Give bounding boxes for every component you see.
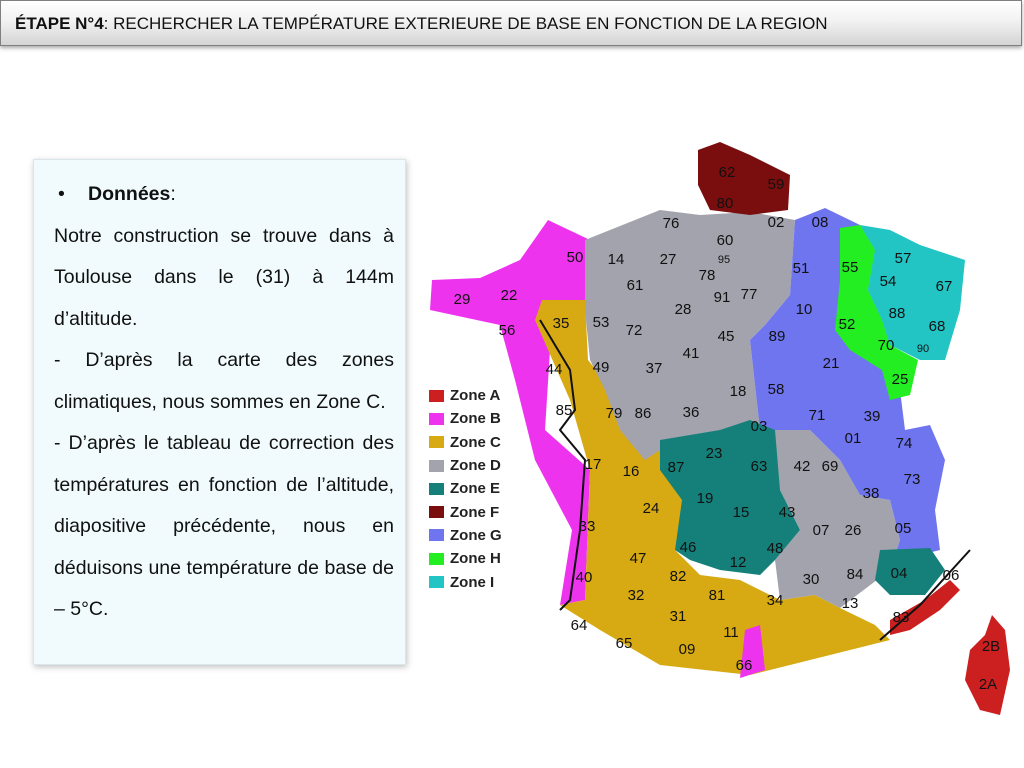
data-text-box bbox=[33, 159, 406, 665]
department-label: 89 bbox=[768, 328, 786, 345]
department-label: 35 bbox=[552, 315, 570, 332]
department-label: 03 bbox=[750, 418, 768, 435]
slide-title bbox=[15, 14, 828, 34]
department-label: 68 bbox=[928, 318, 946, 335]
department-label: 33 bbox=[578, 518, 596, 535]
department-label: 91 bbox=[713, 289, 731, 306]
legend-item bbox=[429, 547, 502, 570]
department-label: 86 bbox=[634, 405, 652, 422]
department-label: 71 bbox=[808, 407, 826, 424]
department-label: 84 bbox=[846, 566, 864, 583]
department-label: 63 bbox=[750, 458, 768, 475]
department-label: 57 bbox=[894, 250, 912, 267]
legend-swatch bbox=[429, 390, 444, 402]
department-label: 31 bbox=[669, 608, 687, 625]
legend-item bbox=[429, 431, 502, 454]
data-heading: Données bbox=[88, 183, 171, 205]
department-label: 65 bbox=[615, 635, 633, 652]
slide-title-step: ÉTAPE N°4 bbox=[15, 14, 104, 33]
department-label: 42 bbox=[793, 458, 811, 475]
france-climate-zone-map bbox=[420, 130, 1020, 730]
legend-label: Zone G bbox=[450, 526, 502, 544]
department-label: 67 bbox=[935, 278, 953, 295]
data-heading-suffix: : bbox=[170, 183, 176, 205]
legend-item bbox=[429, 454, 502, 477]
department-label: 95 bbox=[717, 254, 731, 266]
department-label: 13 bbox=[841, 595, 859, 612]
bullet-icon: • bbox=[58, 183, 65, 205]
department-label: 73 bbox=[903, 471, 921, 488]
data-heading-line bbox=[54, 174, 394, 216]
department-label: 83 bbox=[892, 609, 910, 626]
legend-item bbox=[429, 500, 502, 523]
department-label: 2B bbox=[981, 638, 1001, 655]
department-label: 40 bbox=[575, 569, 593, 586]
department-label: 08 bbox=[811, 214, 829, 231]
department-label: 32 bbox=[627, 587, 645, 604]
department-label: 53 bbox=[592, 314, 610, 331]
department-label: 48 bbox=[766, 540, 784, 557]
department-label: 79 bbox=[605, 405, 623, 422]
department-label: 29 bbox=[453, 291, 471, 308]
slide-title-text: RECHERCHER LA TEMPÉRATURE EXTERIEURE DE BASE EN FONCTION DE LA REGION bbox=[108, 14, 828, 33]
department-label: 81 bbox=[708, 587, 726, 604]
zone-legend bbox=[429, 384, 502, 594]
slide-title-bar bbox=[0, 0, 1022, 46]
paragraph-location: Notre construction se trouve dans à Toulouse dans le (31) à 144m d’altitude. bbox=[54, 224, 394, 330]
department-label: 16 bbox=[622, 463, 640, 480]
department-label: 36 bbox=[682, 404, 700, 421]
legend-label: Zone H bbox=[450, 550, 501, 568]
department-label: 46 bbox=[679, 539, 697, 556]
legend-swatch bbox=[429, 529, 444, 541]
department-label: 14 bbox=[607, 251, 625, 268]
legend-label: Zone F bbox=[450, 503, 500, 521]
department-label: 37 bbox=[645, 360, 663, 377]
department-label: 07 bbox=[812, 522, 830, 539]
department-label: 26 bbox=[844, 522, 862, 539]
department-label: 55 bbox=[841, 259, 859, 276]
department-label: 45 bbox=[717, 328, 735, 345]
legend-swatch bbox=[429, 436, 444, 448]
zone-a-corsica bbox=[965, 615, 1010, 715]
department-label: 74 bbox=[895, 435, 913, 452]
legend-item bbox=[429, 384, 502, 407]
department-label: 21 bbox=[822, 355, 840, 372]
legend-item bbox=[429, 570, 502, 593]
department-label: 76 bbox=[662, 215, 680, 232]
legend-label: Zone B bbox=[450, 410, 501, 428]
department-label: 69 bbox=[821, 458, 839, 475]
department-label: 54 bbox=[879, 273, 897, 290]
department-label: 09 bbox=[678, 641, 696, 658]
department-label: 05 bbox=[894, 520, 912, 537]
department-label: 82 bbox=[669, 568, 687, 585]
department-label: 02 bbox=[767, 214, 785, 231]
department-label: 17 bbox=[584, 456, 602, 473]
department-label: 77 bbox=[740, 286, 758, 303]
department-label: 41 bbox=[682, 345, 700, 362]
department-label: 11 bbox=[723, 624, 739, 641]
department-label: 43 bbox=[778, 504, 796, 521]
department-label: 64 bbox=[570, 617, 588, 634]
legend-swatch bbox=[429, 553, 444, 565]
department-label: 30 bbox=[802, 571, 820, 588]
department-label: 59 bbox=[767, 176, 785, 193]
department-label: 78 bbox=[698, 267, 716, 284]
department-label: 50 bbox=[566, 249, 584, 266]
department-label: 90 bbox=[916, 343, 930, 355]
department-label: 72 bbox=[625, 322, 643, 339]
department-label: 34 bbox=[766, 592, 784, 609]
department-label: 24 bbox=[642, 500, 660, 517]
paragraph-zone: - D’après la carte des zones climatiques, nous sommes en Zone C. bbox=[54, 349, 394, 413]
department-label: 01 bbox=[844, 430, 862, 447]
legend-item bbox=[429, 524, 502, 547]
department-label: 10 bbox=[795, 301, 813, 318]
department-label: 47 bbox=[629, 550, 647, 567]
department-label: 27 bbox=[659, 251, 677, 268]
france-map-svg bbox=[420, 130, 1020, 730]
department-label: 49 bbox=[592, 359, 610, 376]
legend-item bbox=[429, 407, 502, 430]
department-label: 58 bbox=[767, 381, 785, 398]
legend-swatch bbox=[429, 483, 444, 495]
department-label: 70 bbox=[877, 337, 895, 354]
legend-swatch bbox=[429, 506, 444, 518]
legend-swatch bbox=[429, 413, 444, 425]
department-label: 23 bbox=[705, 445, 723, 462]
legend-swatch bbox=[429, 576, 444, 588]
legend-label: Zone D bbox=[450, 457, 501, 475]
department-label: 61 bbox=[626, 277, 644, 294]
department-label: 04 bbox=[890, 565, 908, 582]
department-label: 60 bbox=[716, 232, 734, 249]
department-label: 06 bbox=[942, 567, 960, 584]
department-label: 88 bbox=[888, 305, 906, 322]
department-label: 44 bbox=[545, 361, 563, 378]
department-label: 28 bbox=[674, 301, 692, 318]
department-label: 62 bbox=[718, 164, 736, 181]
department-label: 25 bbox=[891, 371, 909, 388]
department-label: 2A bbox=[978, 676, 998, 693]
department-label: 18 bbox=[729, 383, 747, 400]
slide-title-separator: : bbox=[103, 14, 109, 33]
legend-swatch bbox=[429, 460, 444, 472]
department-label: 85 bbox=[555, 402, 573, 419]
department-label: 38 bbox=[862, 485, 880, 502]
department-label: 66 bbox=[735, 657, 753, 674]
department-label: 80 bbox=[716, 195, 734, 212]
legend-label: Zone I bbox=[450, 573, 495, 591]
legend-label: Zone E bbox=[450, 480, 501, 498]
department-label: 56 bbox=[498, 322, 516, 339]
department-label: 51 bbox=[792, 260, 810, 277]
department-label: 19 bbox=[696, 490, 714, 507]
paragraph-temperature: - D’après le tableau de correction des températures en fonction de l’altitude, diapositive précédente, nous en déduisons une température de base de – 5°C. bbox=[54, 432, 394, 620]
legend-label: Zone A bbox=[450, 387, 501, 405]
legend-item bbox=[429, 477, 502, 500]
department-label: 22 bbox=[500, 287, 518, 304]
legend-label: Zone C bbox=[450, 433, 501, 451]
department-label: 87 bbox=[667, 459, 685, 476]
department-label: 15 bbox=[732, 504, 750, 521]
department-label: 39 bbox=[863, 408, 881, 425]
department-label: 12 bbox=[729, 554, 747, 571]
department-label: 52 bbox=[838, 316, 856, 333]
